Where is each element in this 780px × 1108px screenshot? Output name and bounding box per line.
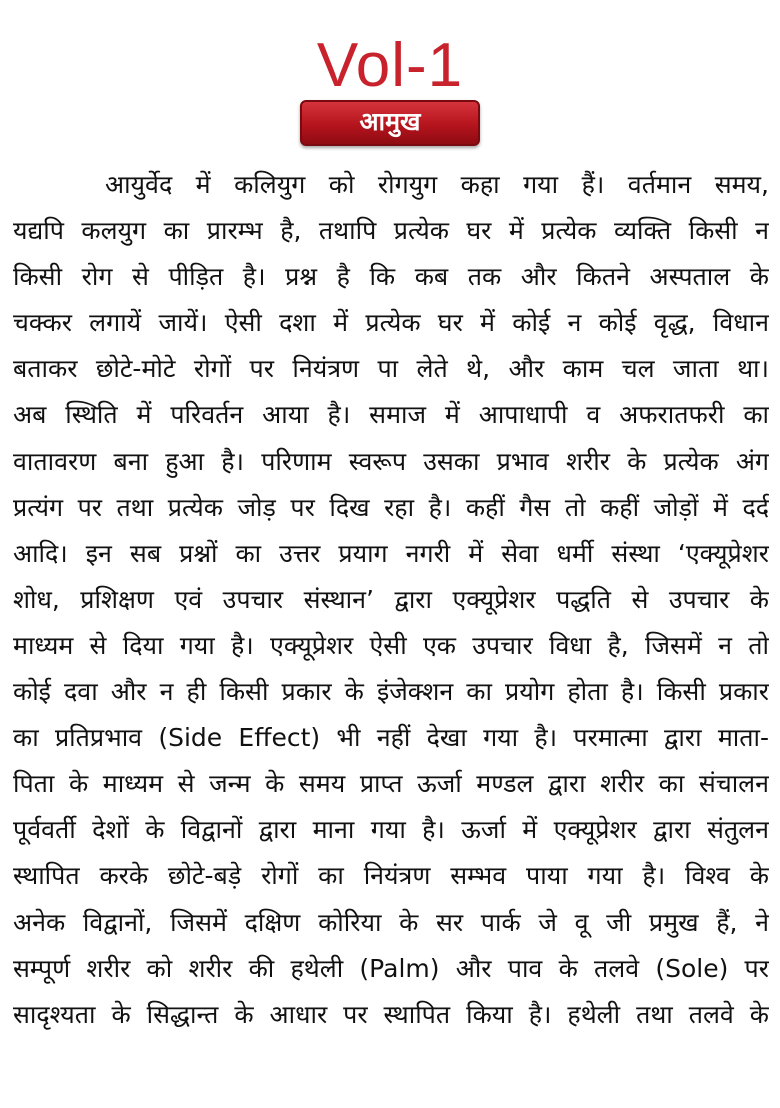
paragraph-line: स्थापित करके छोटे-बड़े रोगों का नियंत्रण सम्भव पाया गया है। विश्व के — [13, 861, 769, 891]
paragraph-line: यद्यपि कलयुग का प्रारम्भ है, तथापि प्रत्येक घर में प्रत्येक व्यक्ति किसी न — [13, 216, 769, 246]
paragraph-line: कोई दवा और न ही किसी प्रकार के इंजेक्शन का प्रयोग होता है। किसी प्रकार — [13, 677, 769, 707]
paragraph-line: अनेक विद्वानों, जिसमें दक्षिण कोरिया के सर पार्क जे वू जी प्रमुख हैं, ने — [13, 907, 769, 937]
paragraph-line: का प्रतिप्रभाव (Side Effect) भी नहीं देखा गया है। परमात्मा द्वारा माता- — [13, 723, 769, 753]
paragraph-line: सादृश्यता के सिद्धान्त के आधार पर स्थापित किया है। हथेली तथा तलवे के — [13, 999, 769, 1029]
paragraph-line: बताकर छोटे-मोटे रोगों पर नियंत्रण पा लेते थे, और काम चल जाता था। — [13, 354, 769, 384]
section-banner: आमुख — [300, 100, 480, 146]
paragraph-line: किसी रोग से पीड़ित है। प्रश्न है कि कब तक और कितने अस्पताल के — [13, 262, 769, 292]
paragraph-line: सम्पूर्ण शरीर को शरीर की हथेली (Palm) और पाव के तलवे (Sole) पर — [13, 953, 769, 983]
paragraph-line: वातावरण बना हुआ है। परिणाम स्वरूप उसका प्रभाव शरीर के प्रत्येक अंग — [13, 446, 769, 476]
body-paragraph — [13, 162, 769, 1038]
paragraph-line: अब स्थिति में परिवर्तन आया है। समाज में आपाधापी व अफरातफरी का — [13, 400, 769, 430]
paragraph-line: माध्यम से दिया गया है। एक्यूप्रेशर ऐसी एक उपचार विधा है, जिसमें न तो — [13, 630, 769, 660]
paragraph-line: शोध, प्रशिक्षण एवं उपचार संस्थान’ द्वारा एक्यूप्रेशर पद्धति से उपचार के — [13, 584, 769, 614]
section-banner-wrap — [0, 100, 780, 146]
paragraph-line: पिता के माध्यम से जन्म के समय प्राप्त ऊर्जा मण्डल द्वारा शरीर का संचालन — [13, 769, 769, 799]
paragraph-line: प्रत्यंग पर तथा प्रत्येक जोड़ पर दिख रहा है। कहीं गैस तो कहीं जोड़ों में दर्द — [13, 492, 769, 522]
paragraph-line: चक्कर लगायें जायें। ऐसी दशा में प्रत्येक घर में कोई न कोई वृद्ध, विधान — [13, 308, 769, 338]
paragraph-line: पूर्ववर्ती देशों के विद्वानों द्वारा माना गया है। ऊर्जा में एक्यूप्रेशर द्वारा संतुलन — [13, 815, 769, 845]
paragraph-line: आदि। इन सब प्रश्नों का उत्तर प्रयाग नगरी में सेवा धर्मी संस्था ‘एक्यूप्रेशर — [13, 538, 769, 568]
paragraph-line: आयुर्वेद में कलियुग को रोगयुग कहा गया हैं। वर्तमान समय, — [105, 170, 769, 199]
volume-title: Vol-1 — [316, 31, 464, 100]
